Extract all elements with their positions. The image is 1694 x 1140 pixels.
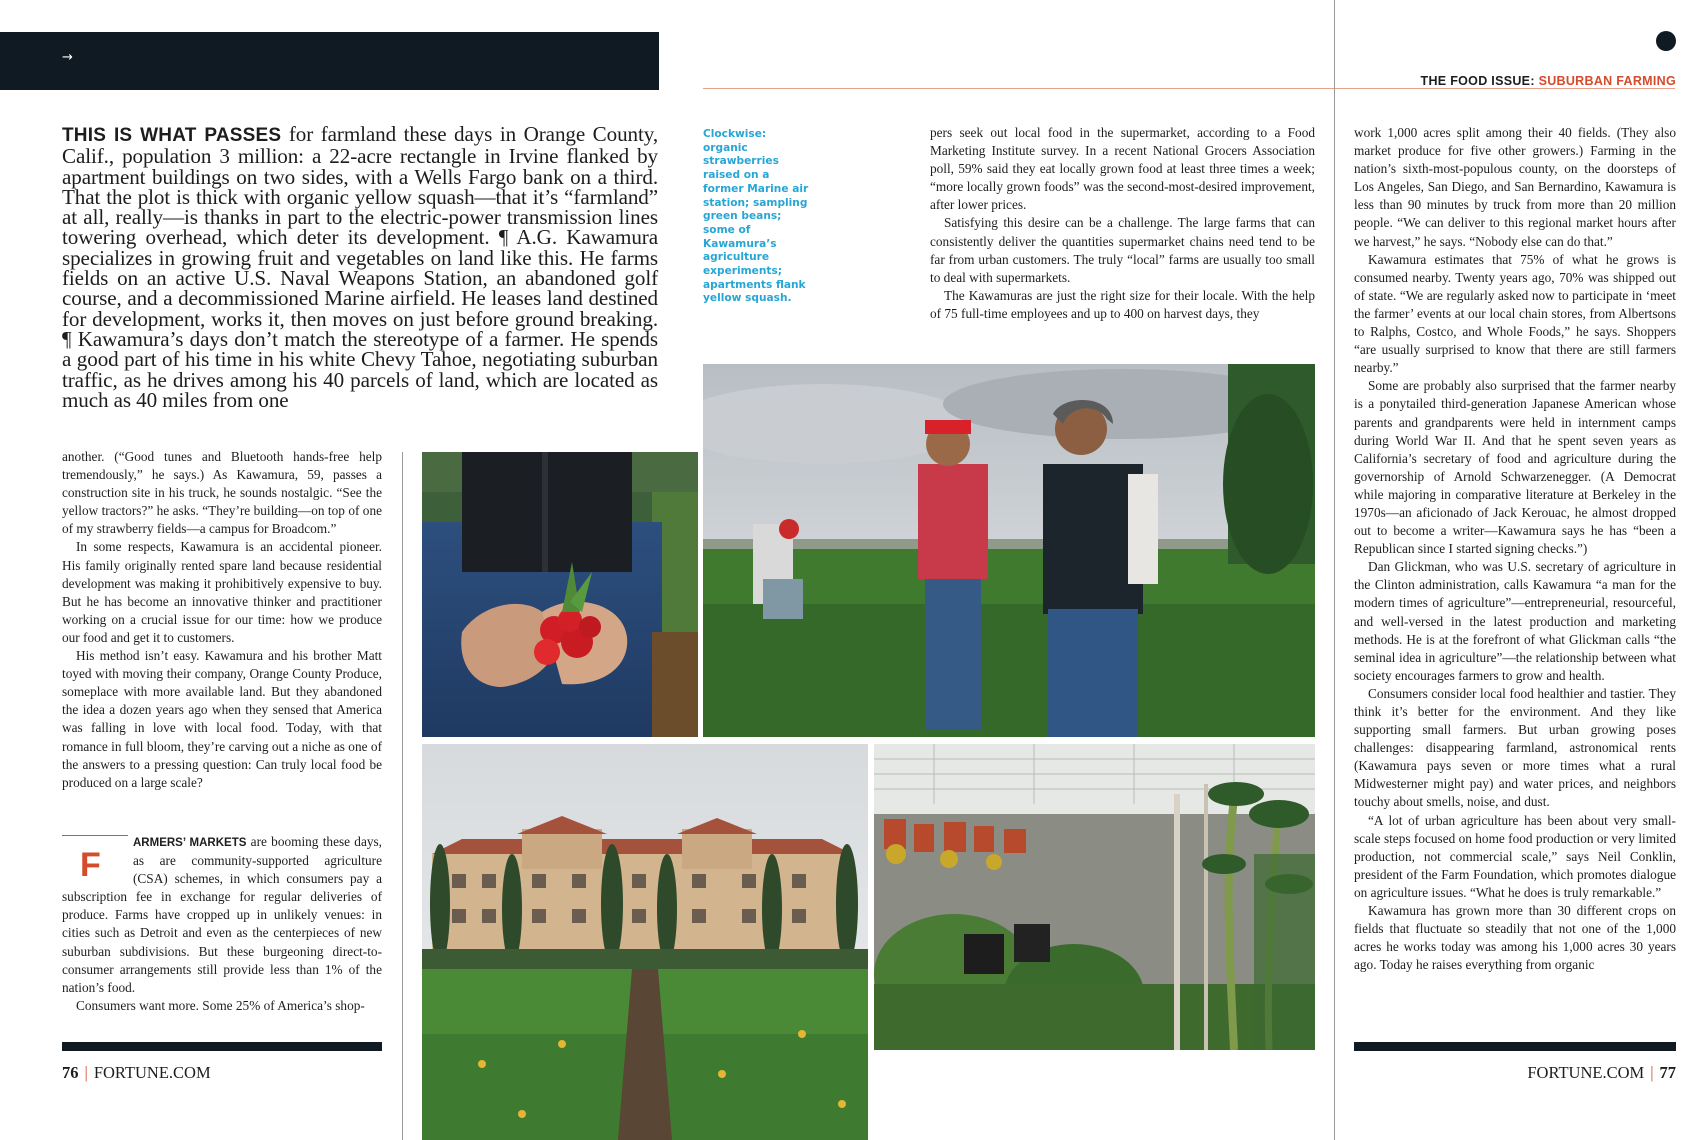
footer-site-left[interactable]: FORTUNE.COM — [93, 1063, 211, 1082]
paragraph: Dan Glickman, who was U.S. secretary of agriculture in the Clinton administration, calls Kawamura “a man for the modern times of agriculture”—entrepreneurial, resourceful, and well-versed in the latest production and marketing methods. He is at the forefront of what Glickman calls “the seminal idea in agriculture”—the relationship between what society encourages farmers to grow and health. — [1354, 559, 1676, 683]
footer-separator: | — [84, 1063, 88, 1082]
paragraph: Kawamura estimates that 75% of what he grows is consumed nearby. Twenty years ago, 70% was shipped out of state. “We are regularly asked now to participate in ‘meet the farmer’ events at our local chain stores, from Albertsons to Ralphs, Costco, and Whole Foods,” he says. Shoppers “are usually surprised to know that there are still farmers nearby.” — [1354, 251, 1676, 376]
header-bar — [0, 32, 659, 90]
kicker-topic: SUBURBAN FARMING — [1538, 74, 1676, 88]
photo-apartments-squash — [422, 744, 868, 1140]
page-number-right: 77 — [1659, 1063, 1676, 1082]
body-column-2 — [930, 124, 1315, 323]
page-number-left: 76 — [62, 1063, 79, 1082]
lead-kicker: THIS IS WHAT PASSES — [62, 125, 282, 146]
dropcap-section — [62, 833, 382, 1015]
lead-text: for farmland these days in Orange County, Calif., population 3 million: a 22-acre rectangle in Irvine flanked by apartment buildings on two sides, with a Wells Fargo bank on a third. That the plot is thick with organic yellow squash—that it’s “farmland” at all, really—is thanks in part to the electric-power transmission lines towering overhead, which deter its development. ¶ A.G. Kawamura specializes in growing fruit and vegetables on land like this. He farms fields on an active U.S. Naval Weapons Station, an abandoned golf course, and a decommissioned Marine airfield. He leases land destined for development, works it, then moves on just before ground breaking. ¶ Kawamura’s days don’t match the stereotype of a farmer. He spends a good part of his time in his white Chevy Tahoe, negotiating suburban traffic, as he drives among his 40 parcels of land, which are located as much as 40 miles from one — [62, 122, 658, 412]
column-divider-left — [402, 452, 403, 1140]
footer-left — [62, 1063, 211, 1083]
paragraph: Kawamura has grown more than 30 different crops on fields that fluctuate so steadily that not one of the 1,000 acres he works today was among his 1,000 acres 30 years ago. Today he raises everything from organic — [1354, 903, 1676, 973]
footer-separator: | — [1650, 1063, 1654, 1082]
lead-paragraph — [62, 124, 658, 410]
paragraph: pers seek out local food in the supermarket, according to a Food Marketing Institute survey. In a recent National Grocers Association poll, 59% said they eat locally grown food at least three times a week; “more locally grown foods” was the second-most-desired improvement, after lower prices. — [930, 125, 1315, 213]
section-dot-icon — [1656, 31, 1676, 51]
paragraph: Satisfying this desire can be a challenge. The large farms that can consistently deliver the quantities supermarket chains need tend to be far from urban customers. The truly “local” farms are usually too small to deal with supermarkets. — [930, 215, 1315, 285]
paragraph: work 1,000 acres split among their 40 fields. (They also market produce for five other growers.) Farming in the nation’s sixth-most-populous county, on the doorsteps of Los Angeles, San Diego, and San Bernardino, Kawamura is less than 90 minutes by truck from more than 20 million people. “We can deliver to this regional market hours after we harvest,” he says. “Nobody else can do that.” — [1354, 125, 1676, 249]
paragraph: another. (“Good tunes and Bluetooth hands-free help tremendously,” he says.) As Kawamura, 59, passes a construction site in his truck, he sounds nostalgic. “See the yellow tractors?” he asks. “They’re building—on top of one of my strawberry fields—a campus for Broadcom.” — [62, 449, 382, 537]
dropcap-smallcaps: ARMERS’ MARKETS — [133, 837, 247, 849]
section-kicker — [1421, 74, 1676, 88]
paragraph: Consumers consider local food healthier and tastier. They think it’s better for the environment. And they like supporting small farmers. But urban growing poses challenges: disappearing farmland, astronomical rents (Kawamura pays seven or more times what a rural Midwesterner might pay) and water prices, and neighbors touchy about smells, noise, and dust. — [1354, 685, 1676, 810]
paragraph: His method isn’t easy. Kawamura and his brother Matt toyed with moving their company, Orange County Produce, someplace with more available land. But they abandoned the idea a dozen years ago when they sensed that America was falling in love with local food. Today, with that romance in full bloom, they’re carving out a niche as one of the answers to a pressing question: Can truly local food be produced on a large scale? — [62, 648, 382, 790]
dropcap-box — [62, 835, 128, 888]
paragraph: In some respects, Kawamura is an accidental pioneer. His family originally rented spare land because residential development was making it prohibitively expensive to buy. But he has become an innovative thinker and practitioner working on a crucial issue for our time: how we produce our food and get it to customers. — [62, 539, 382, 645]
photo-caption: Clockwise: organic strawberries raised on a former Marine air station; sampling green beans; some of Kawamura’s agriculture experiments; apartments flank yellow squash. — [703, 128, 809, 305]
dropcap-text: are booming these days, as are community-supported agriculture (CSA) schemes, in which consumers pay a subscription fee in exchange for regular deliveries of produce. Farms have cropped up in unlikely venues: in cities such as Detroit and even as the centerpieces of new suburban subdivisions. But these burgeoning direct-to-consumer arrangements still provide less than 1% of the nation’s food. — [62, 834, 383, 995]
paragraph: Consumers want more. Some 25% of America’s shop- — [76, 997, 365, 1013]
dropcap-letter: F — [80, 846, 101, 884]
footer-rule-right — [1354, 1042, 1676, 1051]
body-column-1 — [62, 448, 382, 792]
photo-agriculture-experiments — [874, 744, 1315, 1050]
paragraph: Some are probably also surprised that the farmer nearby is a ponytailed third-generation Japanese American whose parents and grandparents were held in internment camps during World War II. And that he spent seven years as California’s secretary of food and agriculture during the governorship of Arnold Schwarzenegger. (A Democrat while majoring in comparative literature at Berkeley in the 1970s—an aficionado of Jack Kerouac, he almost dropped out to become a writer—Kawamura says he has “been a Republican since I started signing checks.”) — [1354, 378, 1676, 557]
kicker-prefix: THE FOOD ISSUE: — [1420, 74, 1535, 88]
arrow-icon: → — [62, 50, 73, 65]
footer-rule-left — [62, 1042, 382, 1051]
footer-site-right[interactable]: FORTUNE.COM — [1527, 1063, 1645, 1082]
photo-strawberries — [422, 452, 698, 737]
column-divider-right — [1334, 0, 1335, 1140]
paragraph: “A lot of urban agriculture has been about very small-scale steps focused on home food production or very limited production, not commercial scale,” says Neil Conklin, president of the Farm Foundation, which promotes dialogue on agriculture issues. “What he does is truly remarkable.” — [1354, 812, 1676, 900]
header-rule — [703, 88, 1675, 89]
paragraph: The Kawamuras are just the right size for their locale. With the help of 75 full-time employees and up to 400 on harvest days, they — [930, 287, 1315, 321]
footer-right — [1527, 1063, 1676, 1083]
photo-farmers-green-beans — [703, 364, 1315, 737]
dropcap-paragraph — [62, 833, 382, 997]
body-column-3 — [1354, 124, 1676, 974]
